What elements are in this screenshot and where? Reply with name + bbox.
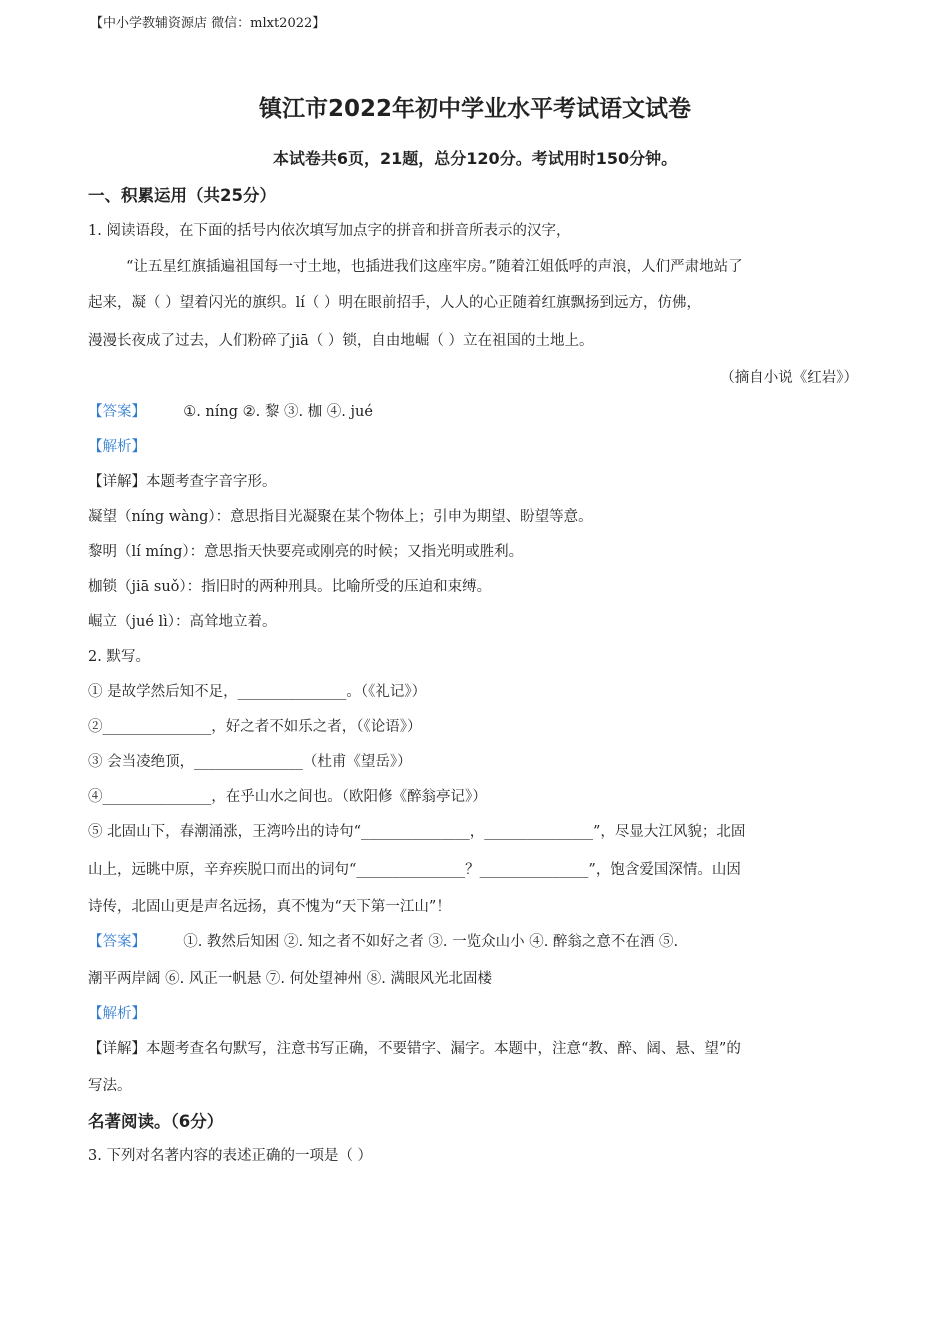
q1-answer-row [88, 400, 373, 421]
q2-line-2: ②_______________，好之者不如乐之者，（《论语》） [88, 719, 422, 735]
q2-line-4: ④_______________，在乎山水之间也。（欧阳修《醉翁亭记》） [88, 789, 487, 805]
q2-detail-1: 【详解】本题考查名句默写，注意书写正确，不要错字、漏字。本题中，注意“教、醉、阔、悬、望”的 [88, 1041, 741, 1057]
q2-line-5a: ⑤ 北固山下，春潮涌涨，王湾吟出的诗句“_______________，_______________”，尽显大江风貌；北固 [88, 824, 746, 840]
q1-answer-text: ①. níng ②. 黎 ③. 枷 ④. jué [183, 404, 373, 420]
q1-source: （摘自小说《红岩》） [720, 370, 858, 386]
q1-detail-1: 凝望（níng wàng）：意思指目光凝聚在某个物体上；引申为期望、盼望等意。 [88, 509, 593, 525]
page-title: 镇江市2022年初中学业水平考试语文试卷 [258, 96, 691, 122]
q2-detail-2: 写法。 [88, 1078, 132, 1094]
answer-label: 【答案】 [88, 404, 146, 420]
section-heading-accumulation: 一、积累运用（共25分） [88, 186, 276, 205]
q2-answer-text: ①. 教然后知困 ②. 知之者不如好之者 ③. 一览众山小 ④. 醉翁之意不在酒 ⑤. [183, 934, 679, 950]
q2-line-1: ① 是故学然后知不足，_______________。（《礼记》） [88, 684, 427, 700]
q1-analysis-label: 【解析】 [88, 439, 146, 455]
q1-stem: 1. 阅读语段，在下面的括号内依次填写加点字的拼音和拼音所表示的汉字， [88, 223, 571, 239]
q2-line-5c: 诗传，北固山更是声名远扬，真不愧为“天下第一江山”！ [88, 899, 451, 915]
q2-stem: 2. 默写。 [88, 649, 150, 665]
q1-passage-line-2: 起来，凝（ ）望着闪光的旗织。lí（ ）明在眼前招手，人人的心正随着红旗飘扬到远方，仿佛， [88, 295, 701, 311]
page-subtitle: 本试卷共6页，21题，总分120分。考试用时150分钟。 [272, 149, 678, 168]
q2-answer-row [88, 930, 678, 951]
q2-line-5b: 山上，远眺中原，辛弃疾脱口而出的词句“_______________？_______________”，饱含爱国深情。山因 [88, 862, 741, 878]
q1-passage-line-3: 漫漫长夜成了过去，人们粉碎了jiā（ ）锁，自由地崛（ ）立在祖国的土地上。 [88, 333, 594, 349]
q2-answer-text-2: 潮平两岸阔 ⑥. 风正一帆悬 ⑦. 何处望神州 ⑧. 满眼风光北固楼 [88, 971, 492, 987]
q2-analysis-label: 【解析】 [88, 1006, 146, 1022]
answer-label: 【答案】 [88, 934, 146, 950]
q1-passage-line-1: “让五星红旗插遍祖国每一寸土地，也插进我们这座牢房。”随着江姐低呼的声浪，人们严肃地站了 [126, 259, 743, 275]
q1-detail-4: 崛立（jué lì）：高耸地立着。 [88, 614, 277, 630]
q2-line-3: ③ 会当凌绝顶，_______________（杜甫《望岳》） [88, 754, 412, 770]
header-note: 【中小学教辅资源店 微信：mlxt2022】 [90, 16, 326, 31]
q1-detail-3: 枷锁（jiā suǒ）：指旧时的两种刑具。比喻所受的压迫和束缚。 [88, 579, 492, 595]
q3-stem: 3. 下列对名著内容的表述正确的一项是（ ） [88, 1148, 373, 1164]
q1-detail-2: 黎明（lí míng）：意思指天快要亮或刚亮的时候；又指光明或胜利。 [88, 544, 524, 560]
q1-detail: 【详解】本题考查字音字形。 [88, 474, 277, 490]
section-heading-classics: 名著阅读。（6分） [88, 1112, 224, 1131]
